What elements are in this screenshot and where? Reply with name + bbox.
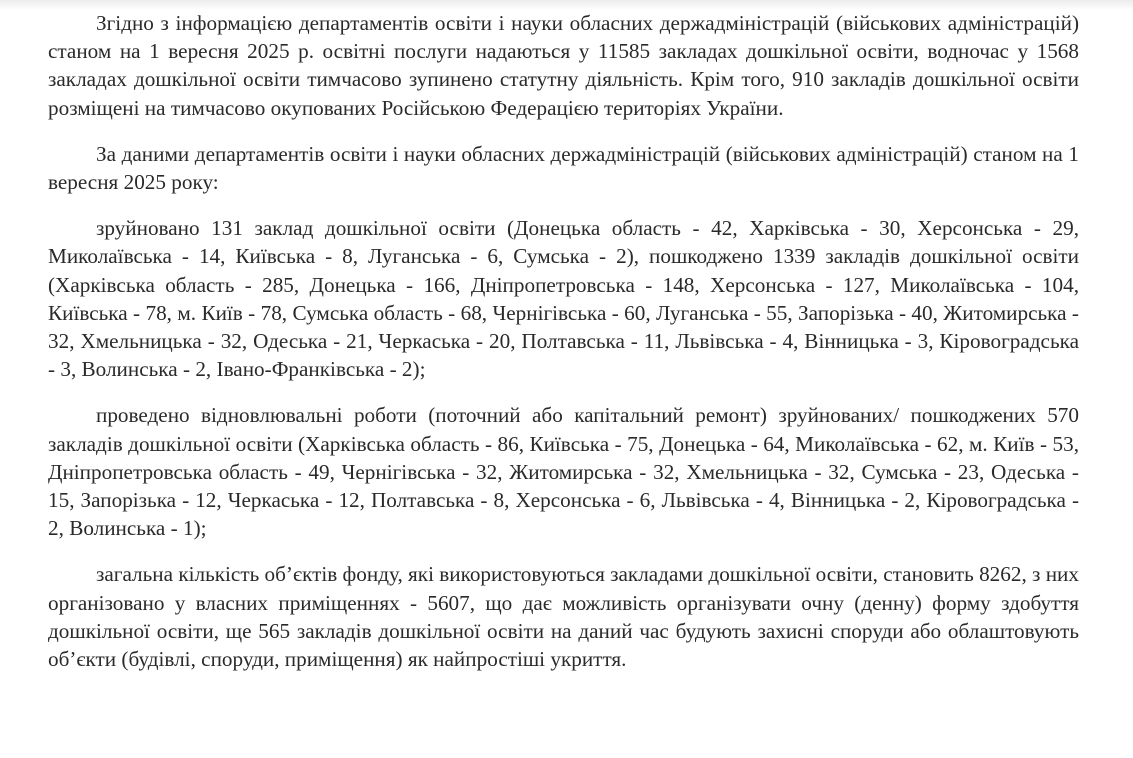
paragraph-status-summary: Згідно з інформацією департаментів освіти і науки обласних держадміністрацій (військових адміністрацій) станом на 1 вересня 2025 р. освітні послуги надаються у 11585 закладах дошкільної освіти, водночас у 1568 закладах дошкільної освіти тимчасово зупинено статутну діяльність. Крім того, 910 закладів дошкільної освіти розміщені на тимчасово окупованих Російською Федерацією територіях України. xyxy=(48,11,1079,120)
paragraph-facilities-shelters: загальна кількість об’єктів фонду, які використовуються закладами дошкільної освіти, становить 8262, з них організовано у власних приміщеннях - 5607, що дає можливість організувати очну (денну) форму здобуття дошкільної освіти, ще 565 закладів дошкільної освіти на даний час будують захисні споруди або облаштовують об’єкти (будівлі, споруди, приміщення) як найпростіші укриття. xyxy=(48,562,1079,672)
paragraph-destroyed-damaged: зруйновано 131 заклад дошкільної освіти (Донецька область - 42, Харківська - 30, Херсонська - 29, Миколаївська - 14, Київська - 8, Луганська - 6, Сумська - 2), пошкоджено 1339 закладів дошкільної освіти (Харківська область - 285, Донецька - 166, Дніпропетровська - 148, Херсонська - 127, Миколаївська - 104, Київська - 78, м. Київ - 78, Сумська область - 68, Чернігівська - 60, Луганська - 55, Запорізька - 40, Житомирська - 32, Хмельницька - 32, Одеська - 21, Черкаська - 20, Полтавська - 11, Львівська - 4, Вінницька - 3, Кіровоградська - 3, Волинська - 2, Івано-Франківська - 2); xyxy=(48,216,1079,382)
paragraph-data-intro: За даними департаментів освіти і науки обласних держадміністрацій (військових адміністрацій) станом на 1 вересня 2025 року: xyxy=(48,141,1079,195)
document-body xyxy=(48,9,1079,673)
paragraph-restoration-works: проведено відновлювальні роботи (поточний або капітальний ремонт) зруйнованих/ пошкоджених 570 закладів дошкільної освіти (Харківська область - 86, Київська - 75, Донецька - 64, Миколаївська - 62, м. Київ - 53, Дніпропетровська область - 49, Чернігівська - 32, Житомирська - 32, Хмельницька - 32, Сумська - 23, Одеська - 15, Запорізька - 12, Черкаська - 12, Полтавська - 8, Херсонська - 6, Львівська - 4, Вінницька - 2, Кіровоградська - 2, Волинська - 1); xyxy=(48,403,1079,541)
